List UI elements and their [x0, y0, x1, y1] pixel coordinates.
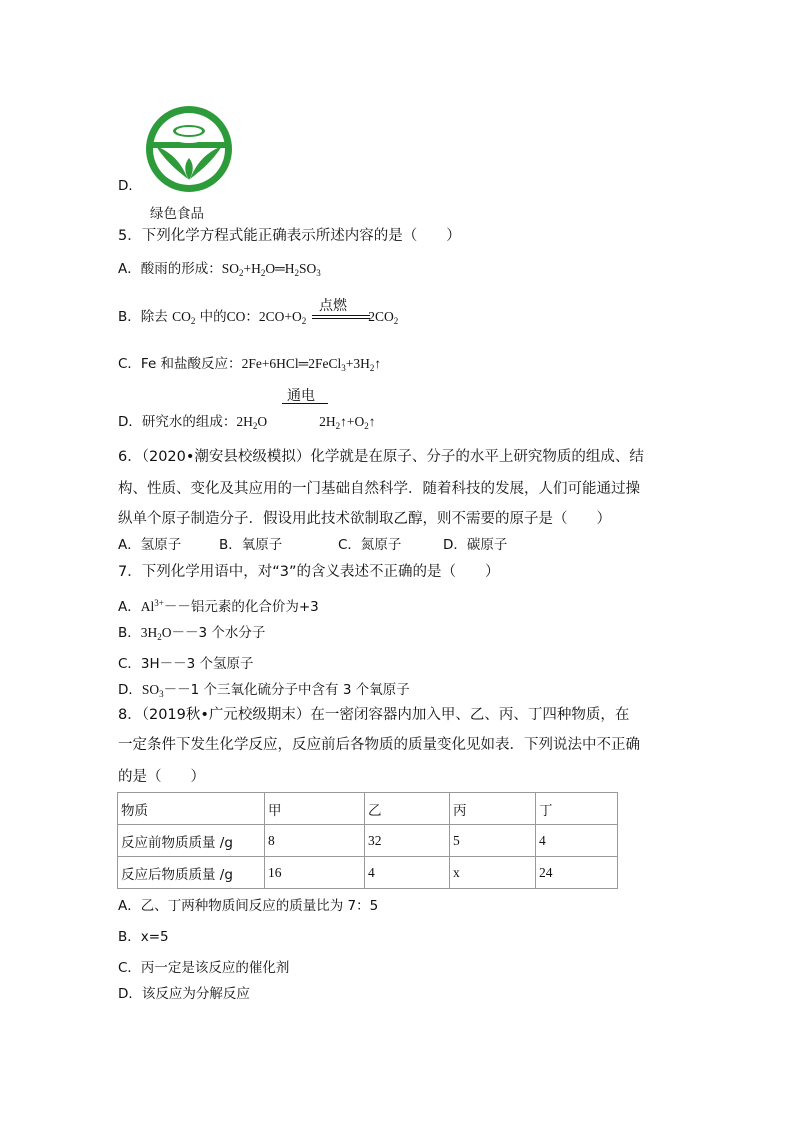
q6-stem-line-1: 6．（2020•潮安县校级模拟）化学就是在原子、分子的水平上研究物质的组成、结 [118, 449, 644, 465]
q5-option-b-label: B．除去 [118, 309, 168, 325]
table-row [118, 857, 618, 889]
q5-option-c-label: C．Fe 和盐酸反应： [118, 356, 242, 372]
table-cell: 4 [536, 825, 618, 857]
q5-d-arrow-line [282, 403, 328, 404]
q5-option-c-equation: $2Fe+6HCl═2FeCl_3+3H_2↑$ [241, 356, 382, 373]
q7-option-a: A．$Al^{3+}--$铝元素的化合价为+3 [118, 598, 319, 615]
q6-stem-line-2: 构、性质、变化及其应用的一门基础自然科学．随着科技的发展，人们可能通过操 [118, 481, 640, 497]
q5-b-arrow-line-bottom [312, 318, 370, 319]
q8-option-c: C．丙一定是该反应的催化剂 [118, 960, 290, 976]
q8-option-d: D．该反应为分解反应 [118, 986, 250, 1002]
q5-b-arrow-line-top [312, 315, 370, 316]
q8-stem-line-2: 一定条件下发生化学反应，反应前后各物质的质量变化见如表．下列说法中不正确 [118, 737, 640, 753]
q6-option-a: A．氢原子 [118, 537, 182, 553]
q8-stem-line-3: 的是（ ） [118, 769, 205, 785]
q5-option-c [118, 355, 381, 377]
q7-option-b: B．$3H_2O--3$ 个水分子 [118, 625, 266, 642]
q5-option-d: D．研究水的组成：$2H_2O$ $2H_2↑+O_2↑$ [118, 414, 376, 431]
table-cell: x [450, 857, 536, 889]
table-header-cell: 物质 [118, 793, 265, 825]
q4-option-d-label: D． [118, 178, 142, 194]
table-cell: 4 [365, 857, 450, 889]
green-food-logo [146, 106, 232, 192]
table-header-cell: 丁 [536, 793, 618, 825]
q8-stem-line-1: 8．（2019秋•广元校级期末）在一密闭容器内加入甲、乙、丙、丁四种物质，在 [118, 707, 630, 723]
table-header-cell: 甲 [265, 793, 365, 825]
table-cell: 32 [365, 825, 450, 857]
q7-option-d: D．$SO_3--1$ 个三氧化硫分子中含有 3 个氧原子 [118, 682, 410, 699]
table-cell: 5 [450, 825, 536, 857]
q5-option-d-label: D．研究水的组成： [118, 414, 237, 430]
table-cell: 8 [265, 825, 365, 857]
table-cell: 24 [536, 857, 618, 889]
q5-option-a-label: A．酸雨的形成： [118, 261, 222, 277]
q5-option-a-equation: $SO_2+H_2O═H_2SO_3$ [221, 261, 321, 278]
table-header-row [118, 793, 618, 825]
q8-option-b: B．x=5 [118, 929, 169, 945]
q6-option-b: B．氧原子 [219, 537, 283, 553]
logo-caption: 绿色食品 [150, 206, 204, 222]
q8-option-a: A．乙、丁两种物质间反应的质量比为 7：5 [118, 898, 379, 914]
table-row [118, 825, 618, 857]
q7-stem: 7．下列化学用语中，对“3”的含义表述不正确的是（ ） [118, 564, 500, 580]
table-cell: 反应后物质质量 /g [118, 857, 265, 889]
table-cell: 16 [265, 857, 365, 889]
table-cell: 反应前物质质量 /g [118, 825, 265, 857]
q5-d-condition: 通电 [287, 388, 315, 404]
table-header-cell: 丙 [450, 793, 536, 825]
mass-change-table [117, 792, 618, 889]
q5-b-condition: 点燃 [319, 298, 347, 314]
q5-option-a [118, 260, 321, 282]
q5-stem: 5．下列化学方程式能正确表示所述内容的是（ ） [118, 228, 461, 244]
table-header-cell: 乙 [365, 793, 450, 825]
q6-option-d: D．碳原子 [443, 537, 508, 553]
q5-option-b: B．除去 $CO_2$ 中的CO：$2CO+O_2$ $2CO_2$ [118, 309, 399, 326]
q7-option-c: C．3H－－3 个氢原子 [118, 656, 254, 672]
q6-stem-line-3: 纵单个原子制造分子．假设用此技术欲制取乙醇，则不需要的原子是（ ） [118, 511, 611, 527]
q6-option-c: C．氮原子 [338, 537, 402, 553]
